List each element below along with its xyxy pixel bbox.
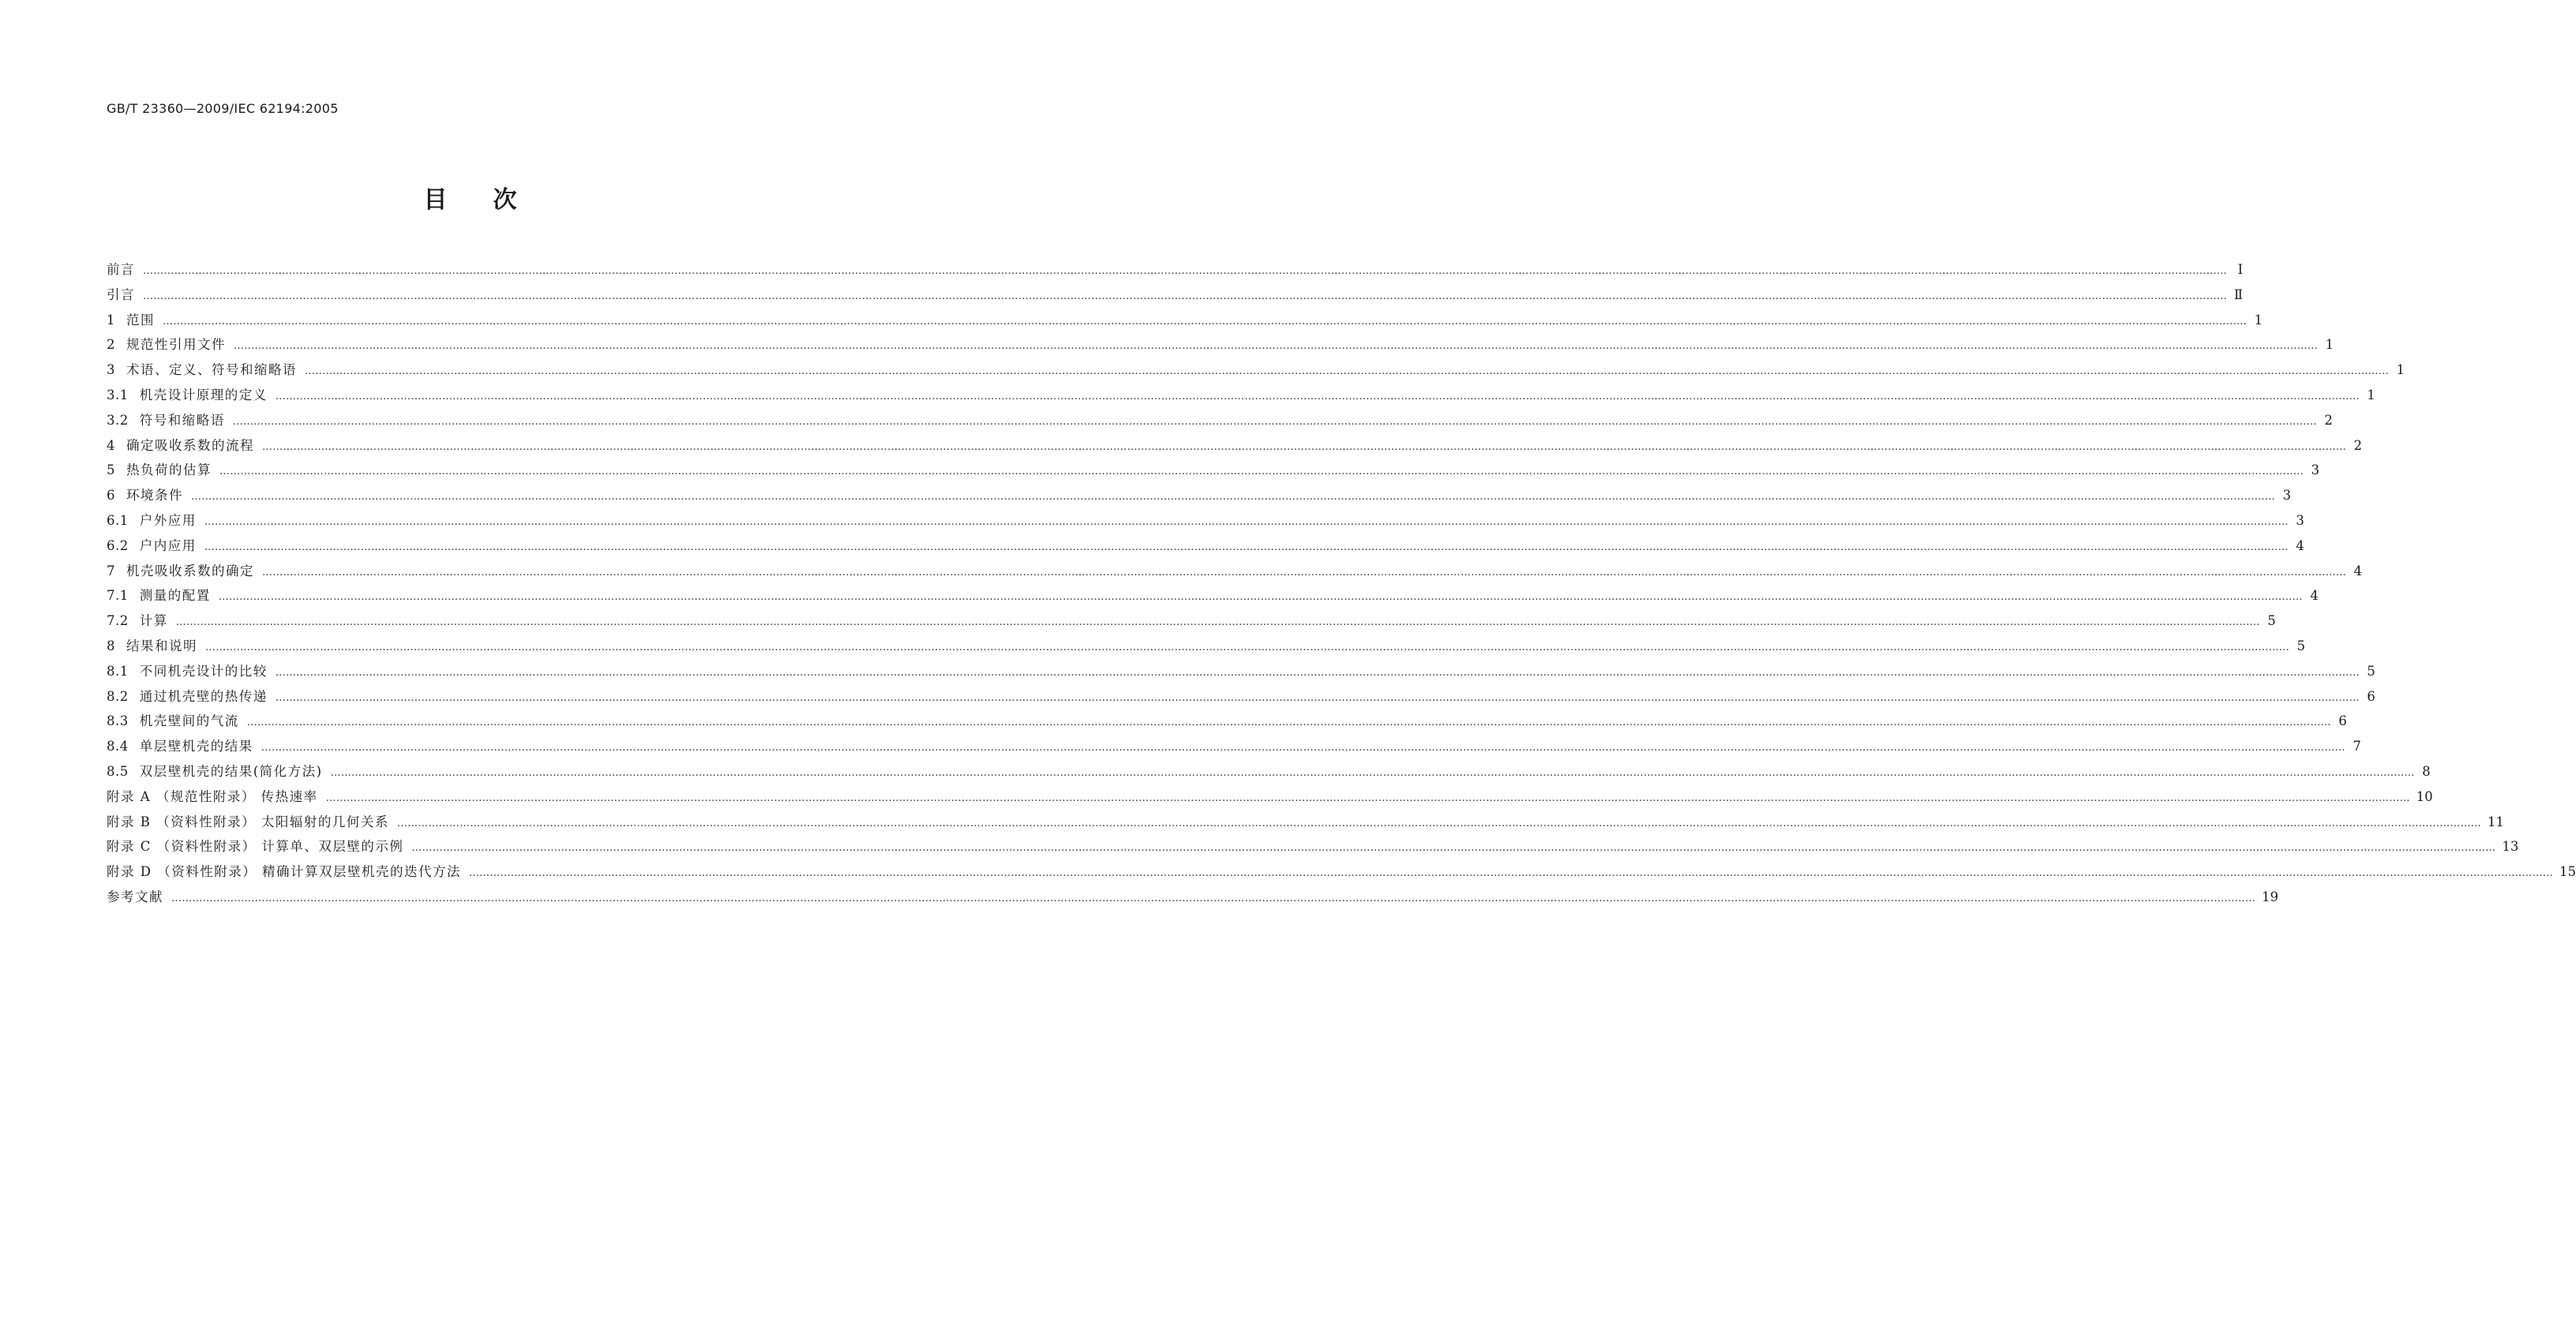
toc-entry-number: 5 <box>107 462 115 478</box>
toc-entry[interactable] <box>107 485 2291 510</box>
toc-leader-dots: …………………………………………………………………………………………………………………………………………………………………………………………………………………………………………………………………………………………………………………………………………………………………………………………………………………………………………………………………………………………………………………………………………………… <box>163 315 2247 328</box>
toc-entry-number: 8.1 <box>107 663 129 679</box>
toc-leader-dots: …………………………………………………………………………………………………………………………………………………………………………………………………………………………………………………………………………………………………………………………………………………………………………………………………………………………………………………………………………………………………………………………………………………… <box>218 591 2303 604</box>
toc-leader-dots: …………………………………………………………………………………………………………………………………………………………………………………………………………………………………………………………………………………………………………………………………………………………………………………………………………………………………………………………………………………………………………………………………………………… <box>275 691 2360 704</box>
toc-entry[interactable] <box>107 610 2276 635</box>
toc-entry[interactable] <box>107 259 2243 284</box>
toc-entry-page: 3 <box>2296 512 2304 528</box>
toc-leader-dots: …………………………………………………………………………………………………………………………………………………………………………………………………………………………………………………………………………………………………………………………………………………………………………………………………………………………………………………………………………………………………………………………………………………… <box>175 616 2260 629</box>
toc-entry-label: 不同机壳设计的比较 <box>139 663 268 679</box>
toc-entry-page: 4 <box>2353 563 2362 578</box>
toc-entry-number: 4 <box>107 437 115 453</box>
toc-entry[interactable] <box>107 510 2304 535</box>
toc-entry-number: 6.2 <box>107 537 129 553</box>
toc-entry[interactable] <box>107 309 2263 335</box>
toc-entry-page: 1 <box>2367 387 2375 402</box>
toc-entry-page: 3 <box>2282 488 2291 504</box>
toc-entry[interactable] <box>107 585 2319 610</box>
toc-entry-label: 范围 <box>126 312 155 328</box>
toc-entry-page: 4 <box>2296 537 2304 553</box>
toc-entry-label: 热负荷的估算 <box>126 462 212 478</box>
toc-leader-dots: …………………………………………………………………………………………………………………………………………………………………………………………………………………………………………………………………………………………………………………………………………………………………………………………………………………………………………………………………………………………………………………………………………………… <box>205 641 2289 653</box>
toc-entry-page: Ⅱ <box>2233 286 2243 302</box>
toc-entry-number: 7.1 <box>107 588 129 604</box>
toc-entry-number: 2 <box>107 337 115 353</box>
toc-entry-label: 计算 <box>139 613 168 629</box>
toc-entry-label: 附录 D （资料性附录） 精确计算双层壁机壳的迭代方法 <box>107 864 461 880</box>
toc-leader-dots: …………………………………………………………………………………………………………………………………………………………………………………………………………………………………………………………………………………………………………………………………………………………………………………………………………………………………………………………………………………………………………………………………………………… <box>143 265 2227 277</box>
toc-entry-page: 2 <box>2353 437 2362 453</box>
toc-entry[interactable] <box>107 334 2334 359</box>
toc-entry-page: 13 <box>2502 839 2519 855</box>
toc-entry-page: 19 <box>2262 889 2278 904</box>
toc-entry[interactable] <box>107 736 2361 761</box>
toc-entry-label: 引言 <box>107 286 135 302</box>
toc-entry-page: 5 <box>2267 613 2276 629</box>
toc-leader-dots: …………………………………………………………………………………………………………………………………………………………………………………………………………………………………………………………………………………………………………………………………………………………………………………………………………………………………………………………………………………………………………………………………………………… <box>330 766 2415 779</box>
toc-entry[interactable] <box>107 710 2347 736</box>
toc-leader-dots: …………………………………………………………………………………………………………………………………………………………………………………………………………………………………………………………………………………………………………………………………………………………………………………………………………………………………………………………………………………………………………………………………………………… <box>262 566 2346 578</box>
toc-leader-dots: …………………………………………………………………………………………………………………………………………………………………………………………………………………………………………………………………………………………………………………………………………………………………………………………………………………………………………………………………………………………………………………………………………………… <box>261 742 2345 754</box>
toc-entry-label: 环境条件 <box>126 488 183 504</box>
toc-leader-dots: …………………………………………………………………………………………………………………………………………………………………………………………………………………………………………………………………………………………………………………………………………………………………………………………………………………………………………………………………………………………………………………………………………………… <box>396 817 2481 829</box>
toc-entry-page: 4 <box>2310 588 2319 604</box>
toc-entry[interactable] <box>107 861 2576 886</box>
toc-leader-dots: …………………………………………………………………………………………………………………………………………………………………………………………………………………………………………………………………………………………………………………………………………………………………………………………………………………………………………………………………………………………………………………………………………………… <box>262 440 2346 453</box>
toc-entry-page: 6 <box>2338 713 2347 729</box>
toc-entry-label: 符号和缩略语 <box>139 412 225 428</box>
toc-entry-label: 规范性引用文件 <box>126 337 226 353</box>
toc-entry[interactable] <box>107 786 2433 811</box>
toc-entry-page: 1 <box>2254 312 2263 328</box>
toc-entry-page: 5 <box>2367 663 2375 679</box>
toc-entry-label: 测量的配置 <box>139 588 211 604</box>
toc-entry-label: 机壳设计原理的定义 <box>139 387 268 402</box>
table-of-contents <box>107 259 2576 912</box>
toc-entry[interactable] <box>107 410 2333 435</box>
toc-entry[interactable] <box>107 284 2243 309</box>
toc-entry[interactable] <box>107 686 2375 711</box>
toc-leader-dots: …………………………………………………………………………………………………………………………………………………………………………………………………………………………………………………………………………………………………………………………………………………………………………………………………………………………………………………………………………………………………………………………………………………… <box>232 415 2317 428</box>
toc-entry-page: 1 <box>2325 337 2334 353</box>
toc-leader-dots: …………………………………………………………………………………………………………………………………………………………………………………………………………………………………………………………………………………………………………………………………………………………………………………………………………………………………………………………………………………………………………………………………………………… <box>411 842 2496 855</box>
toc-entry-label: 机壳壁间的气流 <box>139 713 239 729</box>
toc-entry-label: 附录 C （资料性附录） 计算单、双层壁的示例 <box>107 839 404 855</box>
toc-entry[interactable] <box>107 811 2504 837</box>
toc-leader-dots: …………………………………………………………………………………………………………………………………………………………………………………………………………………………………………………………………………………………………………………………………………………………………………………………………………………………………………………………………………………………………………………………………………………… <box>204 541 2289 553</box>
toc-leader-dots: …………………………………………………………………………………………………………………………………………………………………………………………………………………………………………………………………………………………………………………………………………………………………………………………………………………………………………………………………………………………………………………………………………………… <box>305 365 2389 378</box>
toc-leader-dots: …………………………………………………………………………………………………………………………………………………………………………………………………………………………………………………………………………………………………………………………………………………………………………………………………………………………………………………………………………………………………………………………………………………… <box>219 466 2304 478</box>
toc-entry-label: 户内应用 <box>139 537 197 553</box>
toc-entry-number: 6.1 <box>107 512 129 528</box>
toc-entry[interactable] <box>107 661 2375 686</box>
toc-entry-page: 10 <box>2416 788 2433 804</box>
toc-entry-label: 术语、定义、符号和缩略语 <box>126 362 297 378</box>
page-title: 目次 <box>423 186 563 214</box>
toc-entry-number: 6 <box>107 488 115 504</box>
toc-entry-label: 户外应用 <box>139 512 197 528</box>
toc-entry-label: 确定吸收系数的流程 <box>126 437 254 453</box>
toc-entry[interactable] <box>107 886 2278 912</box>
toc-entry-number: 3.1 <box>107 387 129 402</box>
toc-entry-page: 15 <box>2559 864 2576 880</box>
toc-entry[interactable] <box>107 384 2375 410</box>
toc-leader-dots: …………………………………………………………………………………………………………………………………………………………………………………………………………………………………………………………………………………………………………………………………………………………………………………………………………………………………………………………………………………………………………………………………………………… <box>275 666 2360 679</box>
toc-entry[interactable] <box>107 761 2431 786</box>
toc-entry-page: 2 <box>2324 412 2333 428</box>
toc-entry[interactable] <box>107 560 2362 586</box>
toc-entry-label: 单层壁机壳的结果 <box>139 739 253 754</box>
toc-entry-page: 1 <box>2396 362 2405 378</box>
toc-entry-number: 8.3 <box>107 713 129 729</box>
toc-leader-dots: …………………………………………………………………………………………………………………………………………………………………………………………………………………………………………………………………………………………………………………………………………………………………………………………………………………………………………………………………………………………………………………………………………………… <box>325 792 2410 804</box>
toc-entry-number: 1 <box>107 312 115 328</box>
toc-entry-label: 通过机壳壁的热传递 <box>139 688 268 704</box>
toc-entry-label: 双层壁机壳的结果(简化方法) <box>139 763 323 779</box>
toc-leader-dots: …………………………………………………………………………………………………………………………………………………………………………………………………………………………………………………………………………………………………………………………………………………………………………………………………………………………………………………………………………………………………………………………………………………… <box>143 290 2227 302</box>
toc-entry-number: 7 <box>107 563 115 578</box>
toc-leader-dots: …………………………………………………………………………………………………………………………………………………………………………………………………………………………………………………………………………………………………………………………………………………………………………………………………………………………………………………………………………………………………………………………………………………… <box>191 491 2275 504</box>
toc-entry[interactable] <box>107 836 2519 861</box>
toc-entry[interactable] <box>107 459 2319 485</box>
toc-leader-dots: …………………………………………………………………………………………………………………………………………………………………………………………………………………………………………………………………………………………………………………………………………………………………………………………………………………………………………………………………………………………………………………………………………………… <box>234 340 2318 353</box>
toc-entry-label: 参考文献 <box>107 889 163 904</box>
toc-entry[interactable] <box>107 359 2405 384</box>
toc-entry-label: 前言 <box>107 262 135 277</box>
toc-entry-page: 3 <box>2311 462 2319 478</box>
toc-entry-number: 3.2 <box>107 412 129 428</box>
toc-entry-number: 8 <box>107 638 115 653</box>
toc-entry-page: 7 <box>2353 739 2361 754</box>
toc-entry-label: 结果和说明 <box>126 638 197 653</box>
toc-leader-dots: …………………………………………………………………………………………………………………………………………………………………………………………………………………………………………………………………………………………………………………………………………………………………………………………………………………………………………………………………………………………………………………………………………………… <box>171 892 2255 904</box>
toc-entry[interactable] <box>107 635 2305 661</box>
toc-leader-dots: …………………………………………………………………………………………………………………………………………………………………………………………………………………………………………………………………………………………………………………………………………………………………………………………………………………………………………………………………………………………………………………………………………………… <box>246 717 2331 729</box>
toc-entry[interactable] <box>107 435 2362 460</box>
toc-entry-page: Ⅰ <box>2237 262 2243 277</box>
toc-entry-number: 8.2 <box>107 688 129 704</box>
toc-entry-number: 7.2 <box>107 613 129 629</box>
standard-number: GB/T 23360—2009/IEC 62194:2005 <box>107 101 339 116</box>
toc-entry-label: 附录 A （规范性附录） 传热速率 <box>107 788 318 804</box>
toc-leader-dots: …………………………………………………………………………………………………………………………………………………………………………………………………………………………………………………………………………………………………………………………………………………………………………………………………………………………………………………………………………………………………………………………………………………… <box>204 515 2289 528</box>
toc-entry-page: 11 <box>2487 814 2504 829</box>
toc-entry-number: 8.4 <box>107 739 129 754</box>
toc-entry-label: 附录 B （资料性附录） 太阳辐射的几何关系 <box>107 814 389 829</box>
toc-entry-page: 8 <box>2422 763 2431 779</box>
toc-leader-dots: …………………………………………………………………………………………………………………………………………………………………………………………………………………………………………………………………………………………………………………………………………………………………………………………………………………………………………………………………………………………………………………………………………………… <box>468 867 2553 880</box>
toc-entry[interactable] <box>107 535 2304 560</box>
toc-entry-page: 5 <box>2297 638 2305 653</box>
toc-entry-number: 3 <box>107 362 115 378</box>
toc-leader-dots: …………………………………………………………………………………………………………………………………………………………………………………………………………………………………………………………………………………………………………………………………………………………………………………………………………………………………………………………………………………………………………………………………………………… <box>275 390 2360 402</box>
toc-entry-number: 8.5 <box>107 763 129 779</box>
toc-entry-label: 机壳吸收系数的确定 <box>126 563 254 578</box>
toc-entry-page: 6 <box>2367 688 2375 704</box>
